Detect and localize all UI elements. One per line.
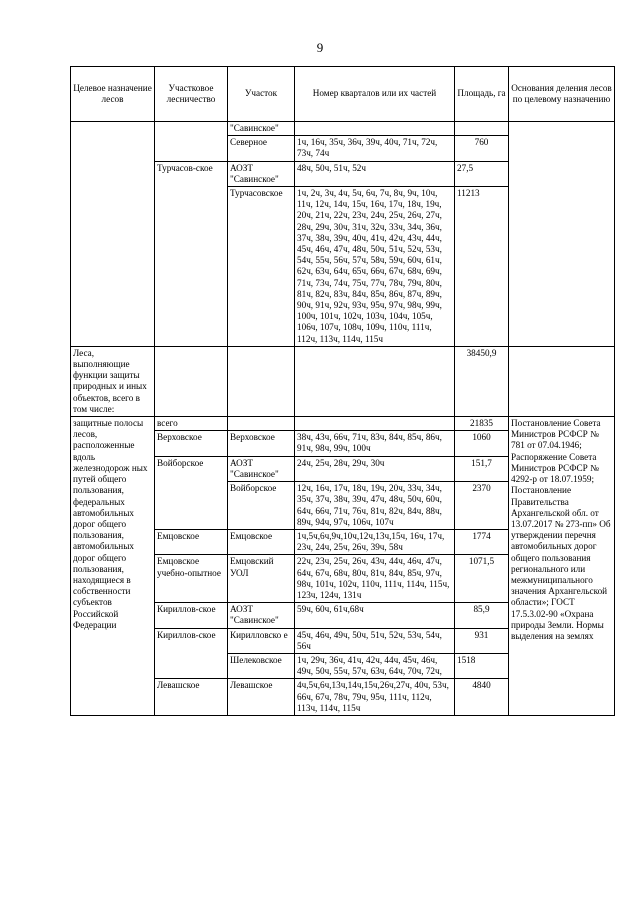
table-row <box>71 122 615 136</box>
cell-district: всего <box>155 417 228 431</box>
cell-quarters: 45ч, 46ч, 49ч, 50ч, 51ч, 52ч, 53ч, 54ч, 56ч <box>295 628 455 653</box>
cell-basis <box>509 346 615 416</box>
cell-area: Северное <box>228 136 295 161</box>
cell-district: Турчасов-ское <box>155 161 228 346</box>
table-row <box>71 346 615 416</box>
table-row <box>71 417 615 431</box>
cell-district: Войборское <box>155 456 228 529</box>
cell-quarters: 1ч, 16ч, 35ч, 36ч, 39ч, 40ч, 71ч, 72ч, 73ч, 74ч <box>295 136 455 161</box>
cell-size: 1071,5 <box>455 555 509 603</box>
cell-quarters: 24ч, 25ч, 28ч, 29ч, 30ч <box>295 456 455 481</box>
cell-size: 1060 <box>455 431 509 456</box>
cell-quarters: 1ч, 2ч, 3ч, 4ч, 5ч, 6ч, 7ч, 8ч, 9ч, 10ч, 11ч, 12ч, 14ч, 15ч, 16ч, 17ч, 18ч, 19ч, 20ч, 21ч, 22ч, 23ч, 24ч, 25ч, 26ч, 27ч, 28ч, 29ч, 30ч, 31ч, 32ч, 33ч, 34ч, 36ч, 37ч, 38ч, 39ч, 40ч, 41ч, 42ч, 43ч, 44ч, 45ч, 46ч, 47ч, 48ч, 50ч, 51ч, 52ч, 53ч, 54ч, 55ч, 56ч, 57ч, 58ч, 59ч, 60ч, 61ч, 62ч, 63ч, 64ч, 65ч, 66ч, 67ч, 68ч, 69ч, 71ч, 73ч, 74ч, 75ч, 77ч, 78ч, 79ч, 80ч, 81ч, 82ч, 83ч, 84ч, 85ч, 86ч, 87ч, 89ч, 90ч, 91ч, 92ч, 93ч, 95ч, 97ч, 98ч, 99ч, 100ч, 101ч, 102ч, 103ч, 104ч, 105ч, 106ч, 107ч, 108ч, 109ч, 110ч, 111ч, 112ч, 113ч, 114ч, 115ч <box>295 187 455 347</box>
cell-area: АОЗТ "Савинское" <box>228 603 295 628</box>
header-purpose: Целевое назначение лесов <box>71 67 155 122</box>
cell-quarters: 1ч,5ч,6ч,9ч,10ч,12ч,13ч,15ч, 16ч, 17ч, 23ч, 24ч, 25ч, 26ч, 39ч, 58ч <box>295 529 455 554</box>
cell-size: 931 <box>455 628 509 653</box>
cell-quarters <box>295 346 455 416</box>
cell-area: АОЗТ "Савинское" <box>228 456 295 481</box>
cell-size: 38450,9 <box>455 346 509 416</box>
cell-area: Турчасовское <box>228 187 295 347</box>
cell-size: 151,7 <box>455 456 509 481</box>
cell-quarters: 38ч, 43ч, 66ч, 71ч, 83ч, 84ч, 85ч, 86ч, 91ч, 98ч, 99ч, 100ч <box>295 431 455 456</box>
cell-district: Емцовское учебно-опытное <box>155 555 228 603</box>
cell-quarters: 22ч, 23ч, 25ч, 26ч, 43ч, 44ч, 46ч, 47ч, 64ч, 67ч, 68ч, 80ч, 81ч, 84ч, 85ч, 97ч, 98ч, 101ч, 102ч, 110ч, 111ч, 114ч, 115ч, 123ч, 124ч, 131ч <box>295 555 455 603</box>
cell-district: Кириллов-ское <box>155 628 228 679</box>
cell-area: Войборское <box>228 482 295 530</box>
cell-quarters: 12ч, 16ч, 17ч, 18ч, 19ч, 20ч, 33ч, 34ч, 35ч, 37ч, 38ч, 39ч, 47ч, 48ч, 50ч, 60ч, 64ч, 66ч, 71ч, 76ч, 81ч, 82ч, 84ч, 88ч, 89ч, 94ч, 97ч, 106ч, 107ч <box>295 482 455 530</box>
header-size: Площадь, га <box>455 67 509 122</box>
cell-area: "Савинское" <box>228 122 295 136</box>
cell-size: 4840 <box>455 679 509 716</box>
cell-purpose <box>71 122 155 347</box>
cell-district: Кириллов-ское <box>155 603 228 628</box>
cell-purpose: Леса, выполняющие функции защиты природных и иных объектов, всего в том числе: <box>71 346 155 416</box>
cell-size: 85,9 <box>455 603 509 628</box>
cell-quarters <box>295 417 455 431</box>
forest-purpose-table <box>70 66 615 716</box>
cell-size <box>455 122 509 136</box>
cell-area: Емцовское <box>228 529 295 554</box>
cell-size: 21835 <box>455 417 509 431</box>
cell-quarters <box>295 122 455 136</box>
cell-basis: Постановление Совета Министров РСФСР № 781 от 07.04.1946; Распоряжение Совета Министров РСФСР № 4292-р от 18.07.1959; Постановление Правительства Архангельской обл. от 13.07.2017 № 273-пп» Об утверждении перечня автомобильных дорог общего пользования регионального или межмуниципального значения Архангельской области»; ГОСТ 17.5.3.02-90 «Охрана природы Земли. Нормы выделения на землях <box>509 417 615 716</box>
cell-district: Емцовское <box>155 529 228 554</box>
cell-size: 11213 <box>455 187 509 347</box>
cell-area: Верховское <box>228 431 295 456</box>
cell-quarters: 48ч, 50ч, 51ч, 52ч <box>295 161 455 186</box>
cell-size: 1518 <box>455 653 509 678</box>
cell-district <box>155 346 228 416</box>
cell-area: Шелековское <box>228 653 295 678</box>
cell-purpose: защитные полосы лесов, расположенные вдоль железнодорож ных путей общего пользования, федеральных автомобильных дорог общего пользования, автомобильных дорог общего пользования, находящиеся в собственности субъектов Российской Федерации <box>71 417 155 716</box>
cell-quarters: 1ч, 29ч, 36ч, 41ч, 42ч, 44ч, 45ч, 46ч, 49ч, 50ч, 55ч, 57ч, 63ч, 64ч, 70ч, 72ч, <box>295 653 455 678</box>
cell-area: Левашское <box>228 679 295 716</box>
cell-size: 760 <box>455 136 509 161</box>
header-area: Участок <box>228 67 295 122</box>
table-header-row <box>71 67 615 122</box>
cell-district: Верховское <box>155 431 228 456</box>
cell-district <box>155 122 228 162</box>
cell-size: 2370 <box>455 482 509 530</box>
cell-area: Емцовский УОЛ <box>228 555 295 603</box>
cell-district: Левашское <box>155 679 228 716</box>
cell-area <box>228 346 295 416</box>
cell-area: Кирилловско е <box>228 628 295 653</box>
cell-quarters: 4ч,5ч,6ч,13ч,14ч,15ч,26ч,27ч, 40ч, 53ч, 66ч, 67ч, 78ч, 79ч, 95ч, 111ч, 112ч, 113ч, 114ч, 115ч <box>295 679 455 716</box>
header-basis: Основания деления лесов по целевому назначению <box>509 67 615 122</box>
cell-area: АОЗТ "Савинское" <box>228 161 295 186</box>
cell-basis <box>509 122 615 347</box>
header-district: Участковое лесничество <box>155 67 228 122</box>
cell-quarters: 59ч, 60ч, 61ч,68ч <box>295 603 455 628</box>
header-quarters: Номер кварталов или их частей <box>295 67 455 122</box>
cell-size: 27,5 <box>455 161 509 186</box>
cell-area <box>228 417 295 431</box>
page-number: 9 <box>316 40 324 55</box>
cell-size: 1774 <box>455 529 509 554</box>
